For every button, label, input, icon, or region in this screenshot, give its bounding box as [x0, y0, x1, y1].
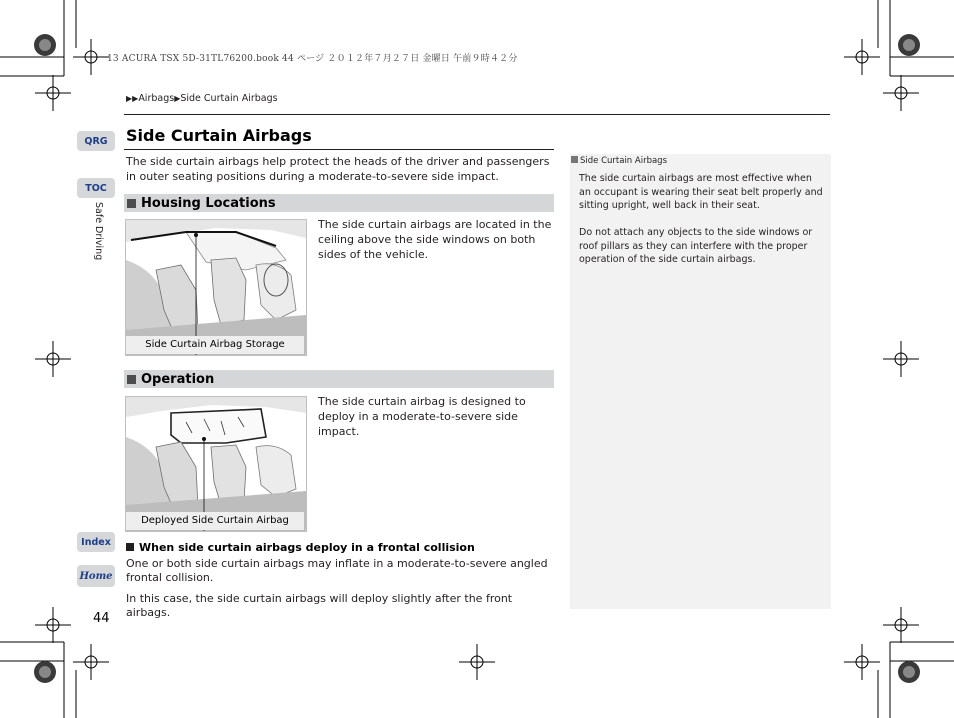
housing-heading-label: Housing Locations — [141, 195, 276, 211]
qrg-button[interactable]: QRG — [77, 131, 115, 151]
operation-heading — [124, 370, 554, 388]
print-header: 13 ACURA TSX 5D-31TL76200.book 44 ページ ２０１２年７月２７日 金曜日 午前９時４２分 — [107, 54, 518, 64]
frontal-heading-label: When side curtain airbags deploy in a frontal collision — [139, 541, 475, 554]
toc-button[interactable]: TOC — [77, 178, 115, 198]
note-title — [571, 156, 667, 166]
breadcrumb-airbags[interactable]: Airbags — [138, 93, 175, 104]
note-marker-icon — [571, 156, 578, 163]
frontal-text-1: One or both side curtain airbags may inflate in a moderate-to-severe angled frontal collision. — [126, 557, 548, 584]
header-rule — [124, 114, 830, 115]
section-tab-label: Safe Driving — [93, 202, 104, 261]
section-tab[interactable] — [84, 200, 110, 266]
breadcrumb-side-curtain-airbags[interactable]: Side Curtain Airbags — [180, 93, 278, 104]
frontal-text-2: In this case, the side curtain airbags will deploy slightly after the front airbags. — [126, 592, 513, 619]
deployed-caption: Deployed Side Curtain Airbag — [126, 512, 304, 530]
index-button[interactable]: Index — [77, 532, 115, 552]
note-panel — [570, 154, 831, 609]
note-paragraph-2: Do not attach any objects to the side windows or roof pillars as they can interfere with the proper operation of the side curtain airbags. — [579, 227, 813, 265]
intro-text: The side curtain airbags help protect the heads of the driver and passengers in outer seating positions during a moderate-to-severe side impact. — [126, 155, 550, 183]
title-rule — [124, 149, 554, 150]
frontal-collision-heading — [126, 541, 475, 554]
heading-square-icon — [127, 199, 136, 208]
home-button[interactable]: Home — [77, 565, 115, 587]
operation-heading-label: Operation — [141, 371, 215, 387]
operation-text: The side curtain airbag is designed to deploy in a moderate-to-severe side impact. — [318, 395, 526, 438]
storage-caption: Side Curtain Airbag Storage — [126, 336, 304, 354]
breadcrumb-separator: ▶ — [174, 94, 181, 103]
heading-square-icon — [127, 375, 136, 384]
breadcrumb-arrows: ▶▶ — [126, 94, 139, 103]
note-title-label: Side Curtain Airbags — [580, 156, 667, 166]
heading-square-icon — [126, 543, 134, 551]
breadcrumb — [126, 93, 278, 104]
housing-locations-heading — [124, 194, 554, 212]
note-paragraph-1: The side curtain airbags are most effective when an occupant is wearing their seat belt properly and sitting upright, well back in their seat. — [579, 173, 823, 211]
housing-text: The side curtain airbags are located in the ceiling above the side windows on both sides of the vehicle. — [318, 218, 552, 261]
page-title: Side Curtain Airbags — [126, 126, 312, 145]
page-number: 44 — [93, 611, 110, 626]
